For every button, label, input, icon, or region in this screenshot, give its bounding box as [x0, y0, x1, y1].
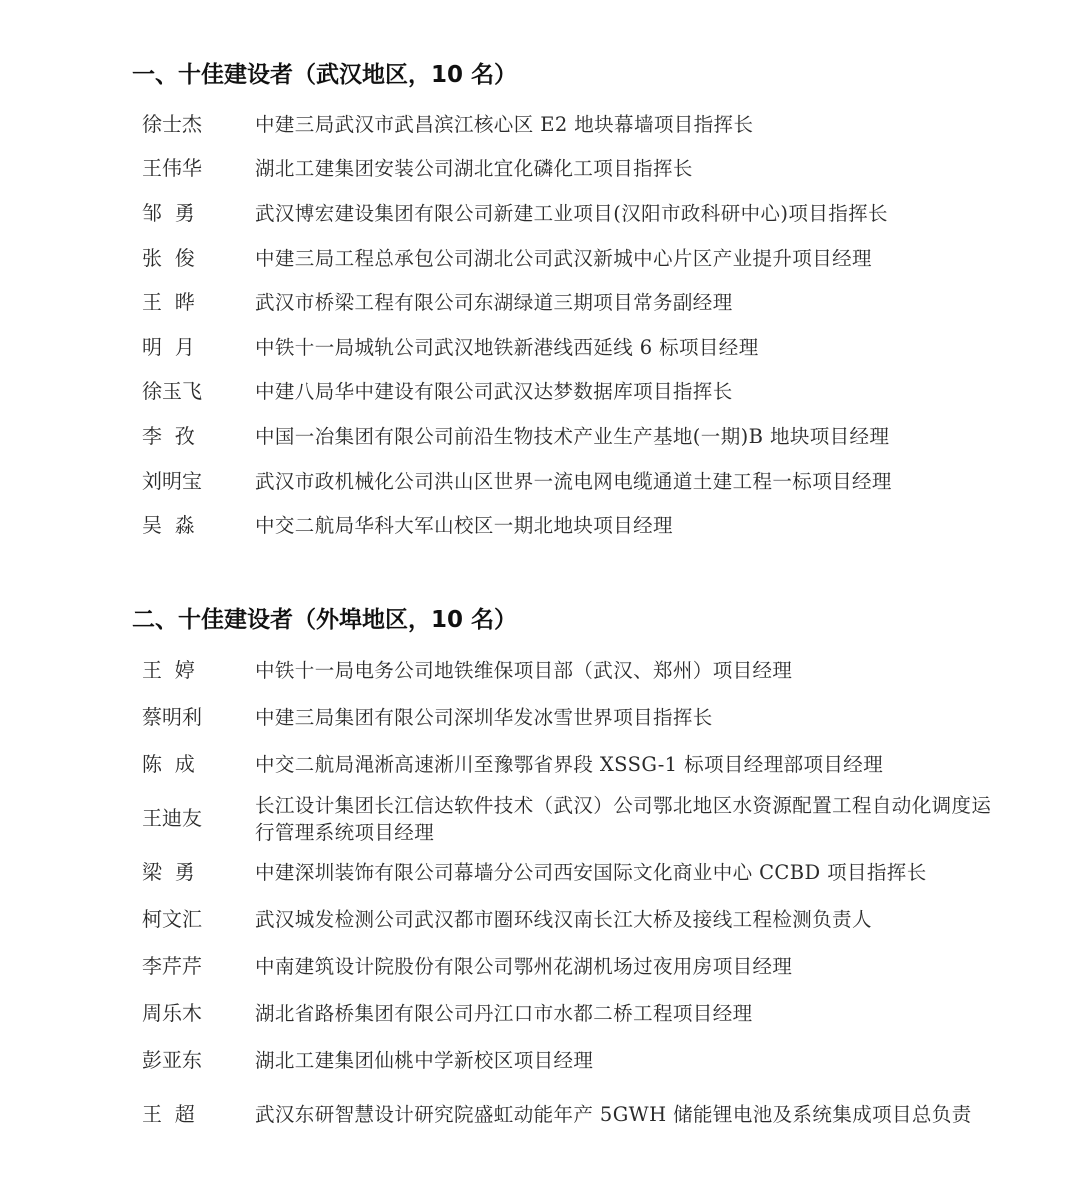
list-item	[0, 191, 1080, 236]
builder-project: 武汉东研智慧设计研究院盛虹动能年产 5GWH 储能锂电池及系统集成项目总负责	[255, 1103, 972, 1126]
builder-name: 梁 勇	[142, 859, 195, 884]
builder-project: 中建三局武汉市武昌滨江核心区 E2 地块幕墙项目指挥长	[255, 112, 754, 136]
builder-project: 中铁十一局电务公司地铁维保项目部（武汉、郑州）项目经理	[255, 659, 793, 683]
builder-project: 湖北省路桥集团有限公司丹江口市水都二桥工程项目经理	[255, 1002, 753, 1026]
builder-project: 湖北工建集团仙桃中学新校区项目经理	[255, 1049, 594, 1073]
builder-name: 王伟华	[142, 156, 202, 181]
builder-project: 长江设计集团长江信达软件技术（武汉）公司鄂北地区水资源配置工程自动化调度运行管理系统项目经理	[255, 793, 992, 844]
entry-list	[0, 102, 1080, 548]
builder-project: 中南建筑设计院股份有限公司鄂州花湖机场过夜用房项目经理	[255, 955, 793, 979]
list-item	[0, 147, 1080, 192]
list-item	[0, 325, 1080, 370]
builder-name: 明 月	[142, 334, 195, 359]
builder-name: 陈 成	[142, 752, 195, 777]
list-item	[0, 849, 1080, 896]
section-heading: 一、十佳建设者（武汉地区，10 名）	[132, 62, 518, 88]
section-heading: 二、十佳建设者（外埠地区，10 名）	[132, 607, 518, 633]
builder-project: 武汉城发检测公司武汉都市圈环线汉南长江大桥及接线工程检测负责人	[255, 907, 872, 931]
list-item	[0, 414, 1080, 459]
builder-name: 李 孜	[142, 423, 195, 448]
list-item	[0, 236, 1080, 281]
builder-project: 湖北工建集团安装公司湖北宜化磷化工项目指挥长	[255, 157, 693, 181]
builder-project: 中国一冶集团有限公司前沿生物技术产业生产基地(一期)B 地块项目经理	[255, 424, 890, 448]
list-item	[0, 102, 1080, 147]
list-item	[0, 990, 1080, 1037]
builder-name: 刘明宝	[142, 468, 202, 493]
builder-name: 张 俊	[142, 245, 195, 270]
builder-project: 武汉博宏建设集团有限公司新建工业项目(汉阳市政科研中心)项目指挥长	[255, 201, 888, 225]
builder-name: 吴 淼	[142, 513, 195, 538]
builder-project: 武汉市桥梁工程有限公司东湖绿道三期项目常务副经理	[255, 291, 733, 315]
list-item	[0, 789, 1080, 849]
list-item	[0, 503, 1080, 548]
builder-project: 中建三局集团有限公司深圳华发冰雪世界项目指挥长	[255, 706, 713, 730]
builder-name: 王 超	[142, 1102, 195, 1126]
list-item	[0, 896, 1080, 943]
list-item	[0, 647, 1080, 694]
builder-name: 彭亚东	[142, 1048, 202, 1073]
builder-name: 徐玉飞	[142, 379, 202, 404]
builder-name: 徐士杰	[142, 111, 202, 136]
list-item	[0, 694, 1080, 741]
builder-name: 王 晔	[142, 290, 195, 315]
builder-project: 中交二航局华科大军山校区一期北地块项目经理	[255, 514, 673, 538]
builder-project: 中交二航局渑淅高速淅川至豫鄂省界段 XSSG-1 标项目经理部项目经理	[255, 753, 884, 777]
list-item	[0, 1085, 1080, 1145]
builder-name: 李芹芹	[142, 954, 202, 979]
builder-name: 王 婷	[142, 658, 195, 683]
list-item	[0, 741, 1080, 788]
entry-list	[0, 647, 1080, 1145]
builder-project: 中铁十一局城轨公司武汉地铁新港线西延线 6 标项目经理	[255, 335, 759, 359]
list-item	[0, 280, 1080, 325]
builder-name: 蔡明利	[142, 705, 202, 730]
builder-name: 王迪友	[142, 806, 202, 831]
list-item	[0, 943, 1080, 990]
list-item	[0, 459, 1080, 504]
builder-name: 周乐木	[142, 1001, 202, 1026]
builder-name: 柯文汇	[142, 906, 202, 931]
builder-project: 武汉市政机械化公司洪山区世界一流电网电缆通道土建工程一标项目经理	[255, 469, 892, 493]
builder-project: 中建八局华中建设有限公司武汉达梦数据库项目指挥长	[255, 380, 733, 404]
builder-name: 邹 勇	[142, 200, 195, 225]
list-item	[0, 370, 1080, 415]
list-item	[0, 1037, 1080, 1084]
builder-project: 中建三局工程总承包公司湖北公司武汉新城中心片区产业提升项目经理	[255, 246, 872, 270]
builder-project: 中建深圳装饰有限公司幕墙分公司西安国际文化商业中心 CCBD 项目指挥长	[255, 860, 927, 884]
